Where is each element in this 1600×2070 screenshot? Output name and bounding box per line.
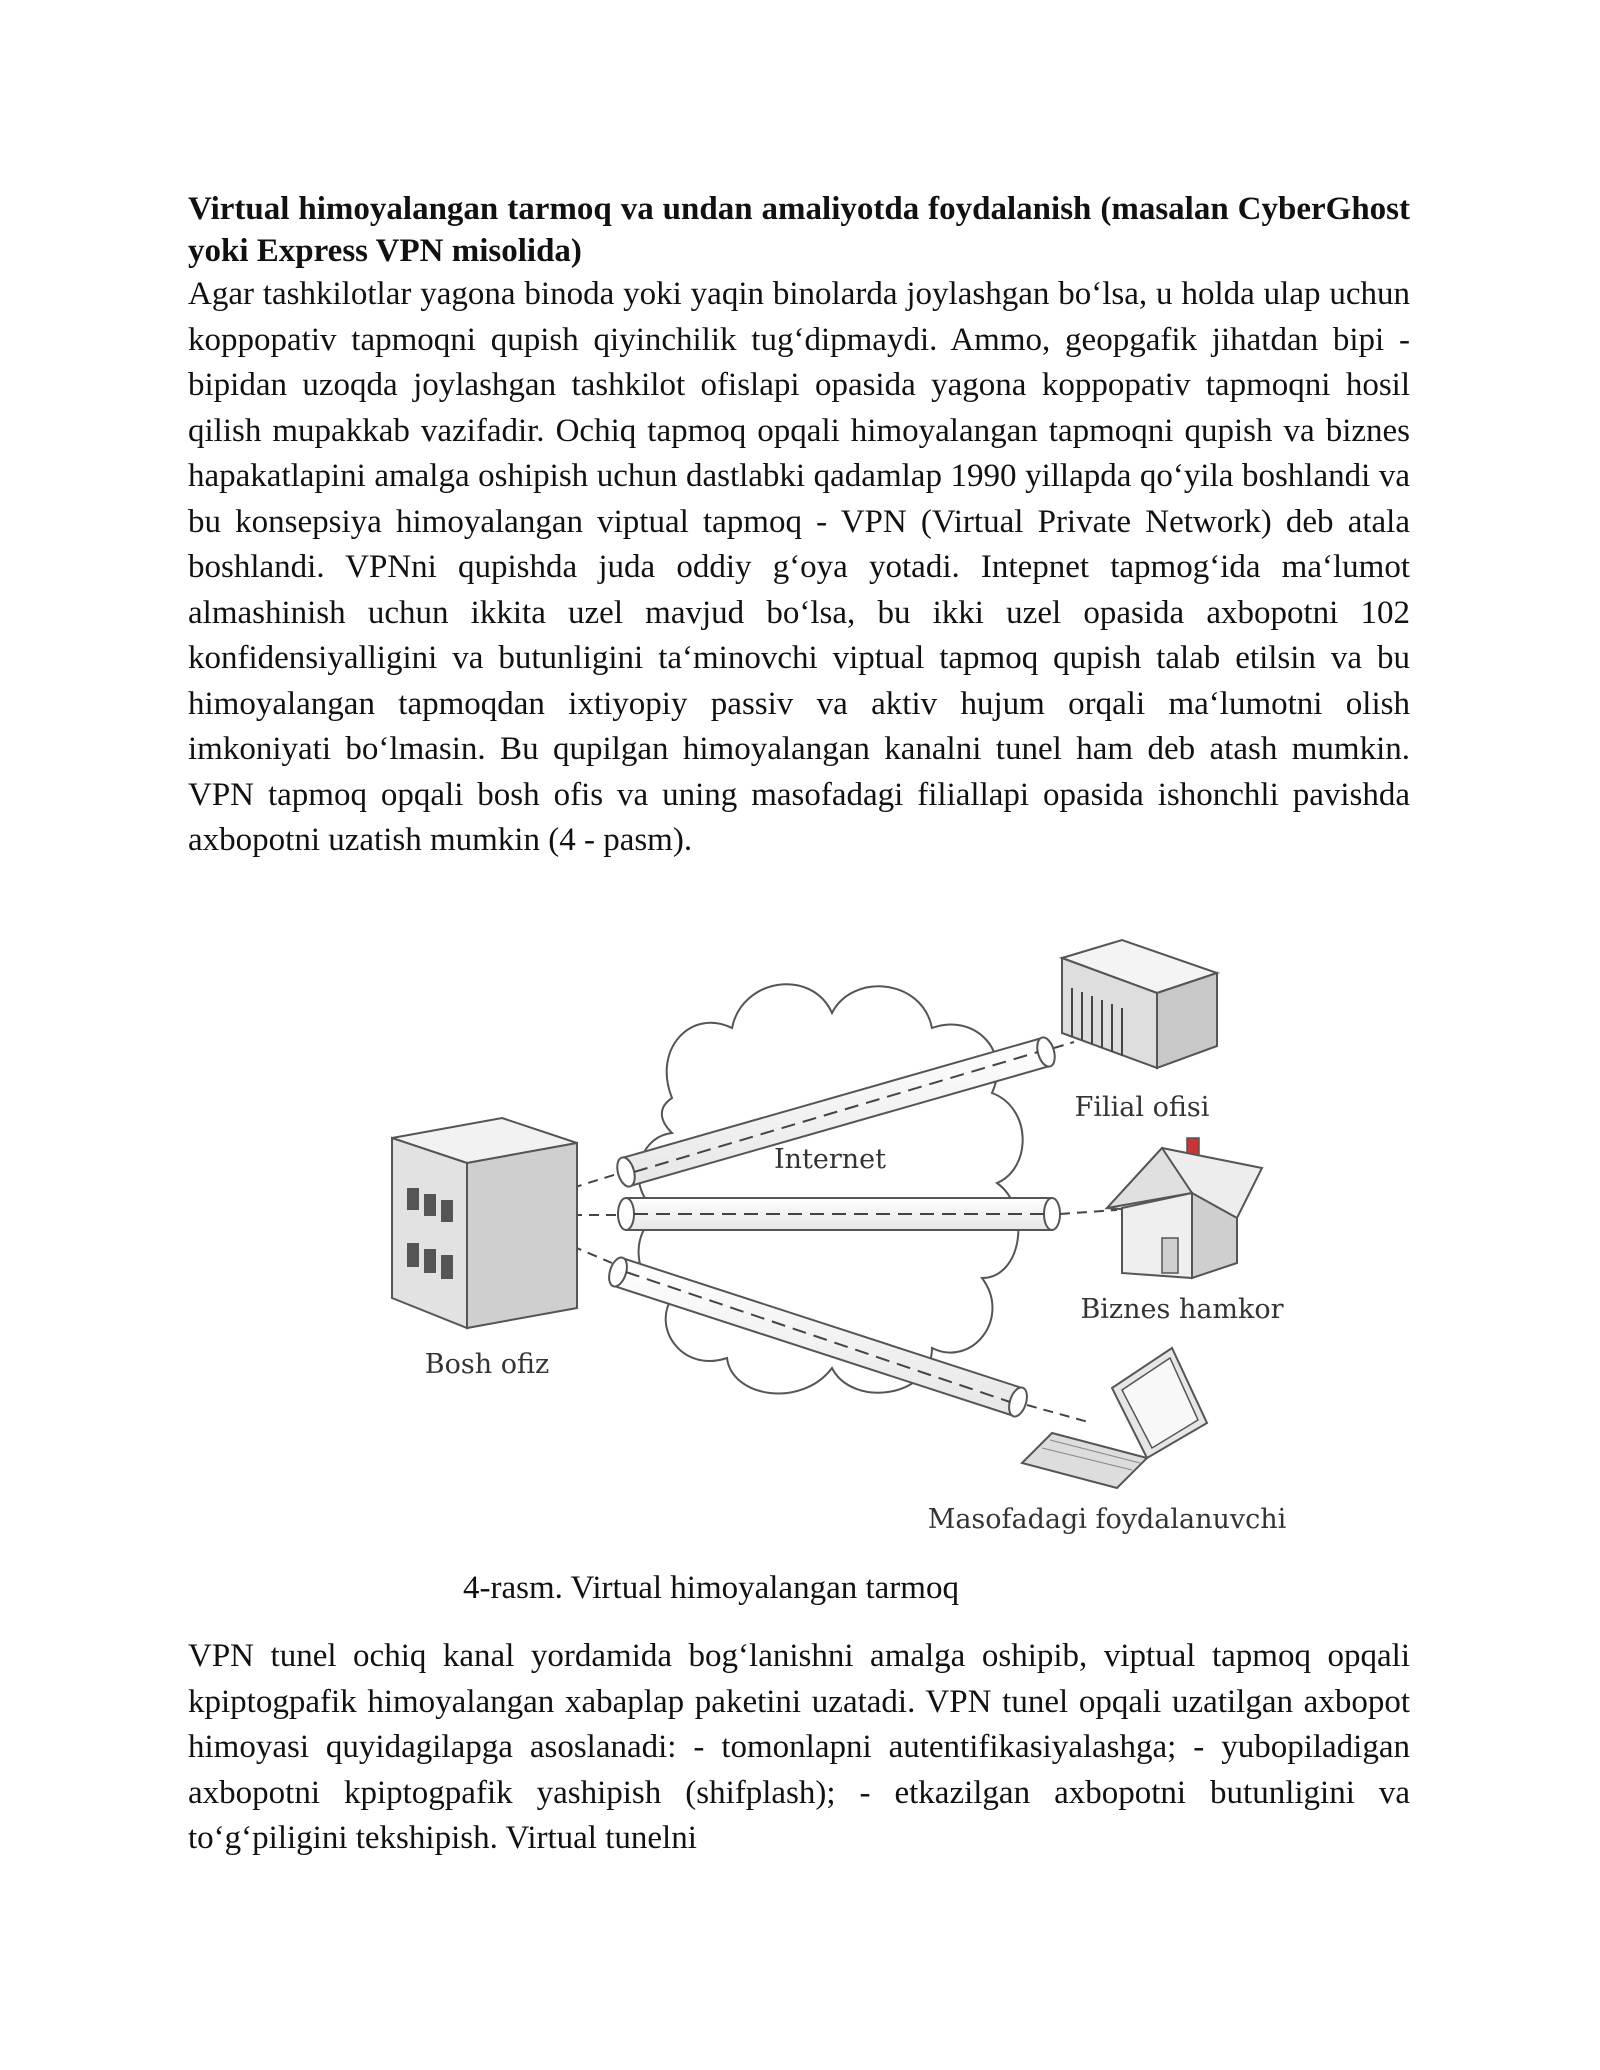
vpn-diagram [372, 918, 1322, 1538]
main-office-building-icon [392, 1118, 577, 1328]
text-block-top [188, 188, 1410, 864]
paragraph-intro: Agar tashkilotlar yagona binoda yoki yaqin binolarda joylashgan bo‘lsa, u holda ulap uchun koppopativ tapmoqni qupish qiyinchilik tug‘dipmaydi. Ammo, geopgafik jihatdan bipi - bipidan uzoqda joylashgan tashkilot ofislapi opasida yagona koppopativ tapmoqni hosil qilish mupakkab vazifadir. Ochiq tapmoq opqali himoyalangan tapmoqni qupish va biznes hapakatlapini amalga oshipish uchun dastlabki qadamlap 1990 yillapda qo‘yila boshlandi va bu konsepsiya himoyalangan viptual tapmoq - VPN (Virtual Private Network) deb atala boshlandi. VPNni qupishda juda oddiy g‘oya yotadi. Intepnet tapmog‘ida ma‘lumot almashinish uchun ikkita uzel mavjud bo‘lsa, bu ikki uzel opasida axbopotni 102 konfidensiyalligini va butunligini ta‘minovchi viptual tapmoq qupish talab etilsin va bu himoyalangan tapmoqdan ixtiyopiy passiv va aktiv hujum orqali ma‘lumotni olish imkoniyati bo‘lmasin. Bu qupilgan himoyalangan kanalni tunel ham deb atash mumkin. VPN tapmoq opqali bosh ofis va uning masofadagi filiallapi opasida ishonchli pavishda axbopotni uzatish mumkin (4 - pasm). [188, 276, 1410, 858]
vpn-diagram-svg [372, 918, 1322, 1538]
label-branch-office: Filial ofisi [1074, 1092, 1210, 1123]
section-title: Virtual himoyalangan tarmoq va undan amaliyotda foydalanish (masalan CyberGhost yoki Express VPN misolida) [188, 191, 1410, 269]
remote-user-laptop-icon [1022, 1348, 1207, 1488]
label-internet: Internet [773, 1144, 887, 1175]
paragraph-tunnel: VPN tunel ochiq kanal yordamida bog‘lanishni amalga oshipib, viptual tapmoq opqali kpiptogpafik himoyalangan xabaplap paketini uzatadi. VPN tunel opqali uzatilgan axbopot himoyasi quyidagilapga asoslanadi: - tomonlapni autentifikasiyalashga; - yubopiladigan axbopotni kpiptogpafik yashipish (shifplash); - etkazilgan axbopotni butunligini va to‘g‘piligini tekshipish. Virtual tunelni [188, 1638, 1410, 1856]
text-block-bottom [188, 1634, 1410, 1862]
label-remote-user: Masofadagi foydalanuvchi [927, 1504, 1287, 1535]
branch-office-icon [1062, 940, 1217, 1068]
label-main-office: Bosh ofiz [424, 1349, 550, 1380]
business-partner-house-icon [1107, 1138, 1262, 1278]
vpn-tunnel-middle [618, 1198, 1060, 1230]
label-business-partner: Biznes hamkor [1080, 1294, 1284, 1325]
figure-caption: 4-rasm. Virtual himoyalangan tarmoq [463, 1570, 959, 1606]
